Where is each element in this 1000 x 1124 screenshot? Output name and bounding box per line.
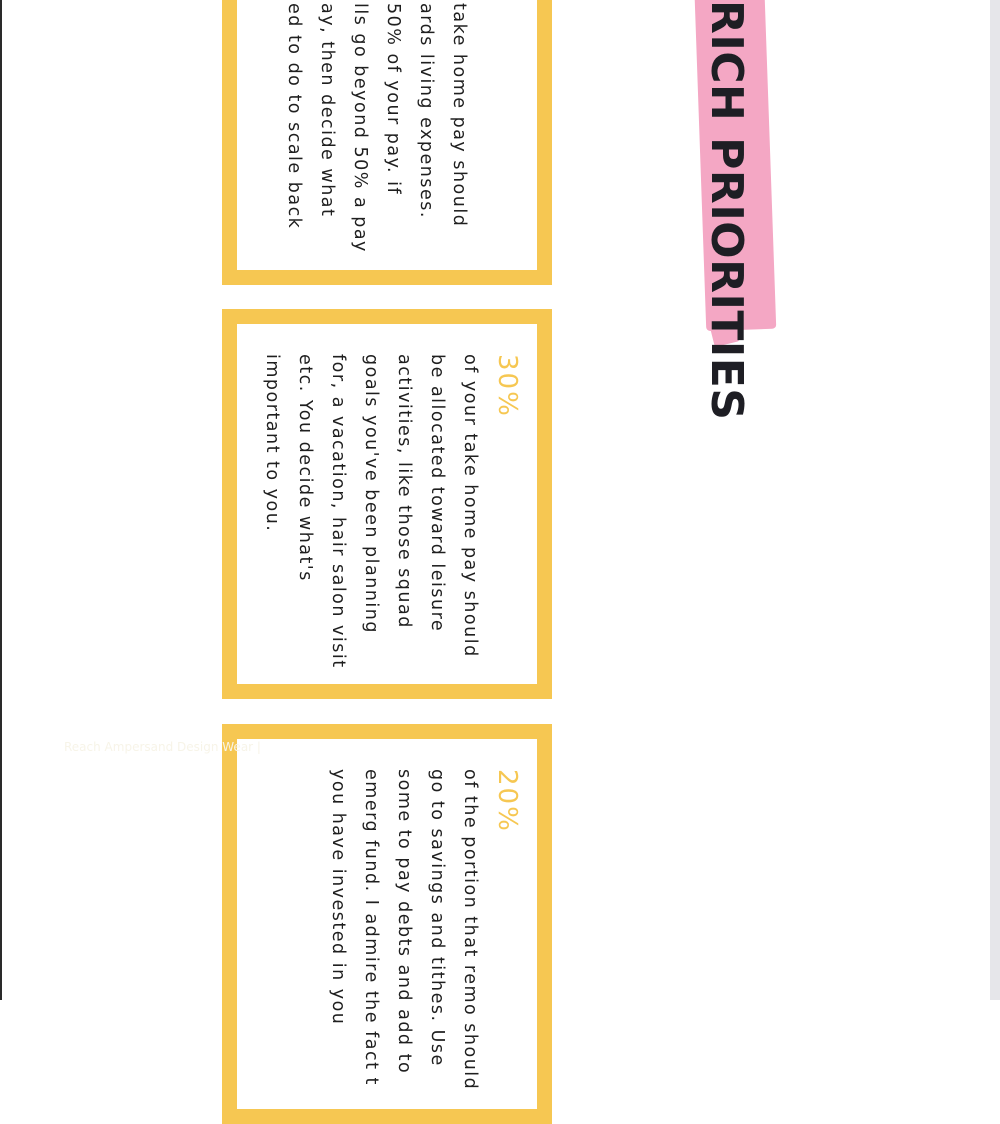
watermark: Reach Ampersand Design Wear | — [64, 740, 261, 754]
budget-card-leisure — [222, 309, 552, 699]
card-percent: 20% — [492, 769, 522, 833]
card-text: take home pay should ards living expenses. 50% of your pay. if lls go beyond 50% a pay ay, then decide what ed to do to scale back — [284, 3, 469, 253]
card-percent: 30% — [492, 354, 522, 418]
page-title: RICH PRIORITIES — [701, 0, 752, 421]
budget-card-living — [222, 0, 552, 285]
card-body — [277, 3, 475, 260]
card-body — [321, 769, 522, 1099]
card-text: of the portion that remo should go to savings and tithes. Use some to pay debts and add to emerg fund. I admire the fact t you have invested in you — [328, 769, 480, 1091]
budget-card-savings — [222, 724, 552, 1124]
card-body — [255, 354, 522, 674]
card-text: of your take home pay should be allocated toward leisure activities, like those squad goals you've been planning for, a vacation, hair salon visit etc. You decide what's important to you. — [262, 354, 480, 669]
